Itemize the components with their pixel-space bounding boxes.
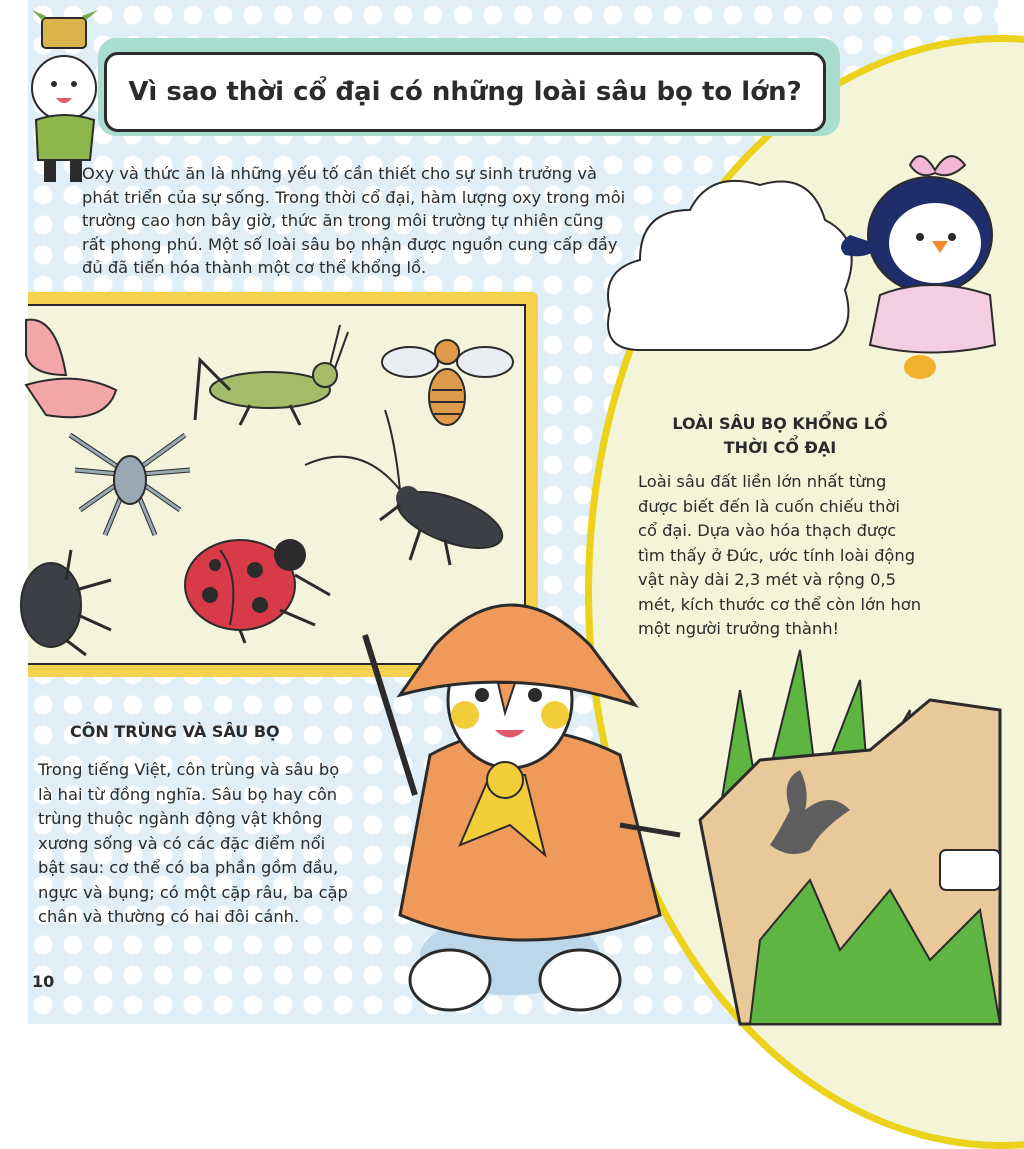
title-banner — [104, 52, 826, 132]
spider-illustration — [65, 415, 195, 540]
insect-section-heading: CÔN TRÙNG VÀ SÂU BỌ — [70, 722, 280, 741]
page-title: Vì sao thời cổ đại có những loài sâu bọ to lớn? — [128, 77, 802, 107]
giant-insects-body: Loài sâu đất liền lớn nhất từng được biết đến là cuốn chiếu thời cổ đại. Dựa vào hóa thạch được tìm thấy ở Đức, ước tính loài động vật này dài 2,3 mét và rộng 0,5 mét, kích thước cơ thể còn lớn hơn một người trưởng thành! — [638, 472, 922, 638]
intro-paragraph: Oxy và thức ăn là những yếu tố cần thiết cho sự sinh trưởng và phát triển của sự sống. Trong thời cổ đại, hàm lượng oxy trong môi trường cao hơn bây giờ, thức ăn trong môi trường tự nhiên cũng rất phong phú. Một số loài sâu bọ nhận được nguồn cung cấp đầy đủ đã tiến hóa thành một cơ thể khổng lồ. — [82, 164, 626, 277]
giant-insects-heading — [640, 412, 920, 460]
ladybug-illustration — [180, 515, 335, 645]
butterfly-illustration — [26, 315, 126, 430]
fossil-rock-illustration — [700, 700, 1000, 1024]
page-number: 10 — [32, 972, 55, 991]
giant-insects-heading-line1: LOÀI SÂU BỌ KHỔNG LỒ — [672, 414, 888, 433]
beetle-illustration — [26, 540, 116, 655]
insect-section-body: Trong tiếng Việt, côn trùng và sâu bọ là hai từ đồng nghĩa. Sâu bọ hay côn trùng thuộc ngành động vật không xương sống và có các đặc điểm nổi bật sau: cơ thể có ba phần gồm đầu, ngực và bụng; có một cặp râu, ba cặp chân và thường có hai đôi cánh. — [38, 760, 348, 926]
cloud-illustration — [600, 150, 860, 390]
explorer-mascot — [340, 585, 700, 1015]
giant-insects-heading-line2: THỜI CỔ ĐẠI — [723, 438, 837, 457]
penguin-mascot — [840, 145, 1000, 385]
